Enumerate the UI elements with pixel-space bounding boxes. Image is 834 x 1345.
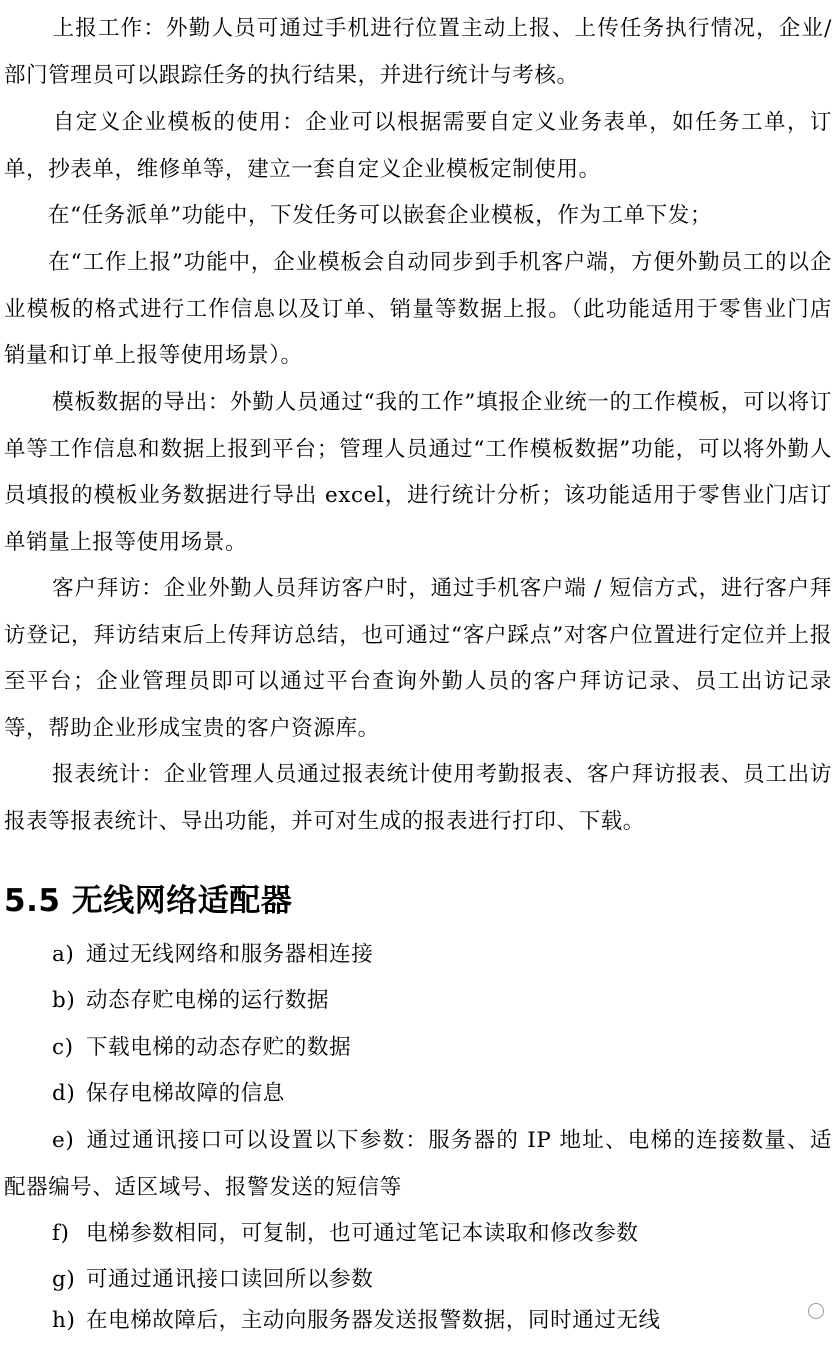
section-heading: 5.5 无线网络适配器 <box>4 883 293 919</box>
list-item: b) 动态存贮电梯的运行数据 <box>52 988 330 1013</box>
paragraph-customer-visit: 客户拜访：企业外勤人员拜访客户时，通过手机客户端 / 短信方式，进行客户拜访登记，拜访结束后上传拜访总结，也可通过“客户踩点”对客户位置进行定位并上报至平台；企业管理员即可以通过平台查询外勤人员的客户拜访记录、员工出访记录等，帮助企业形成宝贵的客户资源库。 <box>4 576 832 741</box>
watermark <box>806 1303 826 1319</box>
list-item: a) 通过无线网络和服务器相连接 <box>52 942 374 967</box>
paragraph-report-work: 上报工作：外勤人员可通过手机进行位置主动上报、上传任务执行情况，企业/部门管理员可以跟踪任务的执行结果，并进行统计与考核。 <box>4 16 832 88</box>
list-item: e) 通过通讯接口可以设置以下参数：服务器的 IP 地址、电梯的连接数量、适配器编号、适区域号、报警发送的短信等 <box>4 1128 832 1200</box>
list-item: c) 下载电梯的动态存贮的数据 <box>52 1035 352 1060</box>
list-item: f) 电梯参数相同，可复制，也可通过笔记本读取和修改参数 <box>52 1221 639 1246</box>
paragraph-custom-template: 自定义企业模板的使用：企业可以根据需要自定义业务表单，如任务工单，订单，抄表单，维修单等，建立一套自定义企业模板定制使用。 <box>4 110 832 182</box>
list-item: g) 可通过通讯接口读回所以参数 <box>52 1267 374 1292</box>
paragraph-task-dispatch: 在“任务派单”功能中，下发任务可以嵌套企业模板，作为工单下发； <box>48 203 713 228</box>
paragraph-template-export: 模板数据的导出：外勤人员通过“我的工作”填报企业统一的工作模板，可以将订单等工作信息和数据上报到平台；管理人员通过“工作模板数据”功能，可以将外勤人员填报的模板业务数据进行导出 excel，进行统计分析；该功能适用于零售业门店订单销量上报等使用场景。 <box>4 390 832 555</box>
list-item: d) 保存电梯故障的信息 <box>52 1081 285 1106</box>
paragraph-report-statistics: 报表统计：企业管理人员通过报表统计使用考勤报表、客户拜访报表、员工出访报表等报表统计、导出功能，并可对生成的报表进行打印、下载。 <box>4 762 832 834</box>
list-item: h) 在电梯故障后，主动向服务器发送报警数据，同时通过无线 <box>52 1308 661 1333</box>
wechat-icon <box>808 1303 824 1319</box>
paragraph-work-report: 在“工作上报”功能中，企业模板会自动同步到手机客户端，方便外勤员工的以企业模板的格式进行工作信息以及订单、销量等数据上报。（此功能适用于零售业门店销量和订单上报等使用场景）。 <box>4 250 832 368</box>
